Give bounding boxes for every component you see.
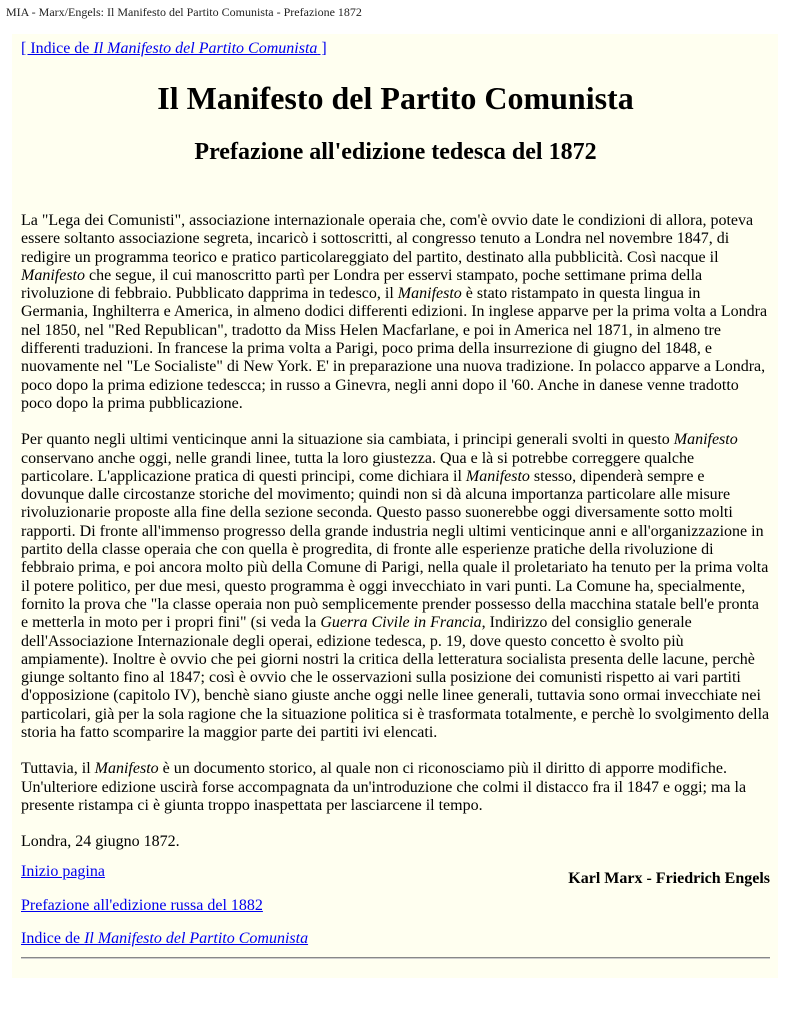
footer-nav: [21, 863, 308, 964]
text: , Indirizzo del consiglio generale dell'Associazione Internazionale degli operai, edizione tedesca, p. 19, dove questo concetto è svolto più ampiamente). Inoltre è ovvio che pei giorni nostri la critica della letteratura socialista presenta delle lacune, perchè giunge soltanto fino al 1847; così è ovvio che le osservazioni sulla posizione dei comunisti rispetto ai vari partiti d'opposizione (capitolo IV), benchè siano giuste anche oggi nelle linee generali, tuttavia sono ormai invecchiate nei particolari, già per la sola ragione che la situazione politica si è trasformata totalmente, e perchè lo svolgimento della storia ha fatto scomparire la maggior parte dei partiti ivi elencati.: [21, 614, 770, 742]
italic-text: Manifesto: [673, 431, 738, 449]
paragraph: [21, 431, 770, 742]
page-content: [12, 34, 778, 978]
text: Per quanto negli ultimi venticinque anni la situazione sia cambiata, i principi generali svolti in questo: [21, 431, 674, 449]
signature: Karl Marx - Friedrich Engels: [568, 869, 770, 887]
italic-text: Guerra Civile in Francia: [320, 614, 482, 632]
text: conservano anche oggi, nelle grandi linee, tutta la loro giustezza. Qua e là si potrebbe correggere qualche particolare. L'applicazione pratica di questi principi, come dichiara il: [21, 449, 695, 485]
paragraph: [21, 760, 770, 815]
text: Tuttavia, il: [21, 760, 95, 778]
article-body: [21, 212, 770, 906]
text: stesso, dipenderà sempre e dovunque dalle circostanze storiche del movimento; quindi non si dà alcuna importanza particolare alle misure rivoluzionarie proposte alla fine della sezione seconda. Questo passo suonerebbe oggi diversamente sotto molti rapporti. Di fronte all'immenso progresso della grande industria negli ultimi venticinque anni e all'organizzazione in partito della classe operaia che con quella è progredita, di fronte alle esperienze pratiche della rivoluzione di febbraio prima, e poi ancora molto più della Comune di Parigi, nella quale il proletariato ha tenuto per la prima volta il potere politico, per due mesi, questo programma è oggi invecchiato in vari punti. La Comune ha, specialmente, fornito la prova che "la classe operaia non può semplicemente prender possesso della macchina statale bell'e pronta e metterla in moto per i propri fini" (si veda la: [21, 467, 769, 632]
next-preface-link[interactable]: Prefazione all'edizione russa del 1882: [21, 896, 263, 914]
italic-text: Manifesto: [465, 467, 530, 485]
link-text: ]: [317, 40, 327, 57]
link-text-italic: Il Manifesto del Partito Comunista: [93, 40, 318, 57]
italic-text: Manifesto: [397, 285, 462, 303]
index-link-bottom[interactable]: [21, 930, 308, 947]
page-subtitle: Prefazione all'edizione tedesca del 1872: [194, 139, 597, 165]
link-text-italic: Il Manifesto del Partito Comunista: [84, 930, 309, 947]
text: che segue, il cui manoscritto partì per Londra per esservi stampato, poche settimane prima della rivoluzione di febbraio. Pubblicato dapprima in tedesco, il: [21, 266, 703, 303]
italic-text: Manifesto: [21, 266, 85, 284]
text: è un documento storico, al quale non ci riconosciamo più il diritto di apporre modifiche. Un'ulteriore edizione uscirà forse accompagnata da un'introduzione che colmi il distacco fra il 1847 e oggi; ma la presente ristampa ci è giunta troppo inaspettata per lasciarcene il tempo.: [21, 760, 747, 814]
divider: [21, 957, 770, 959]
paragraph: [21, 212, 770, 413]
link-text: [ Indice de: [21, 40, 94, 57]
text: è stato ristampato in questa lingua in Germania, Inghilterra e America, in almeno dodici differenti edizioni. In inglese apparve per la prima volta a Londra nel 1850, nel "Red Republican", tradotto da Miss Helen Macfarlane, e poi in America nel 1871, in almeno tre differenti traduzioni. In francese la prima volta a Parigi, poco prima della insurrezione di giugno del 1848, e nuovamente nel "Le Socialiste" di New York. E' in preparazione una nuova tradizione. In polacco apparve a Londra, poco dopo la prima edizione tedescca; in russo a Ginevra, negli anni dopo il '60. Anche in danese venne tradotto poco dopo la prima pubblicazione.: [21, 285, 768, 412]
window-title: MIA - Marx/Engels: Il Manifesto del Partito Comunista - Prefazione 1872: [6, 5, 362, 19]
link-text: Indice de: [21, 930, 85, 947]
index-link-top[interactable]: [21, 40, 327, 58]
italic-text: Manifesto: [94, 760, 159, 778]
date-line: Londra, 24 giugno 1872.: [21, 833, 180, 851]
top-of-page-link[interactable]: Inizio pagina: [21, 863, 105, 880]
text: La "Lega dei Comunisti", associazione internazionale operaia che, com'è ovvio date le condizioni di allora, poteva essere soltanto associazione segreta, incaricò i sottoscritti, al congresso tenuto a Londra nel novembre 1847, di redigire un programma teorico e pratico particolareggiato del partito, destinato alla pubblicità. Così nacque il: [21, 212, 754, 266]
page-title: Il Manifesto del Partito Comunista: [157, 80, 634, 116]
